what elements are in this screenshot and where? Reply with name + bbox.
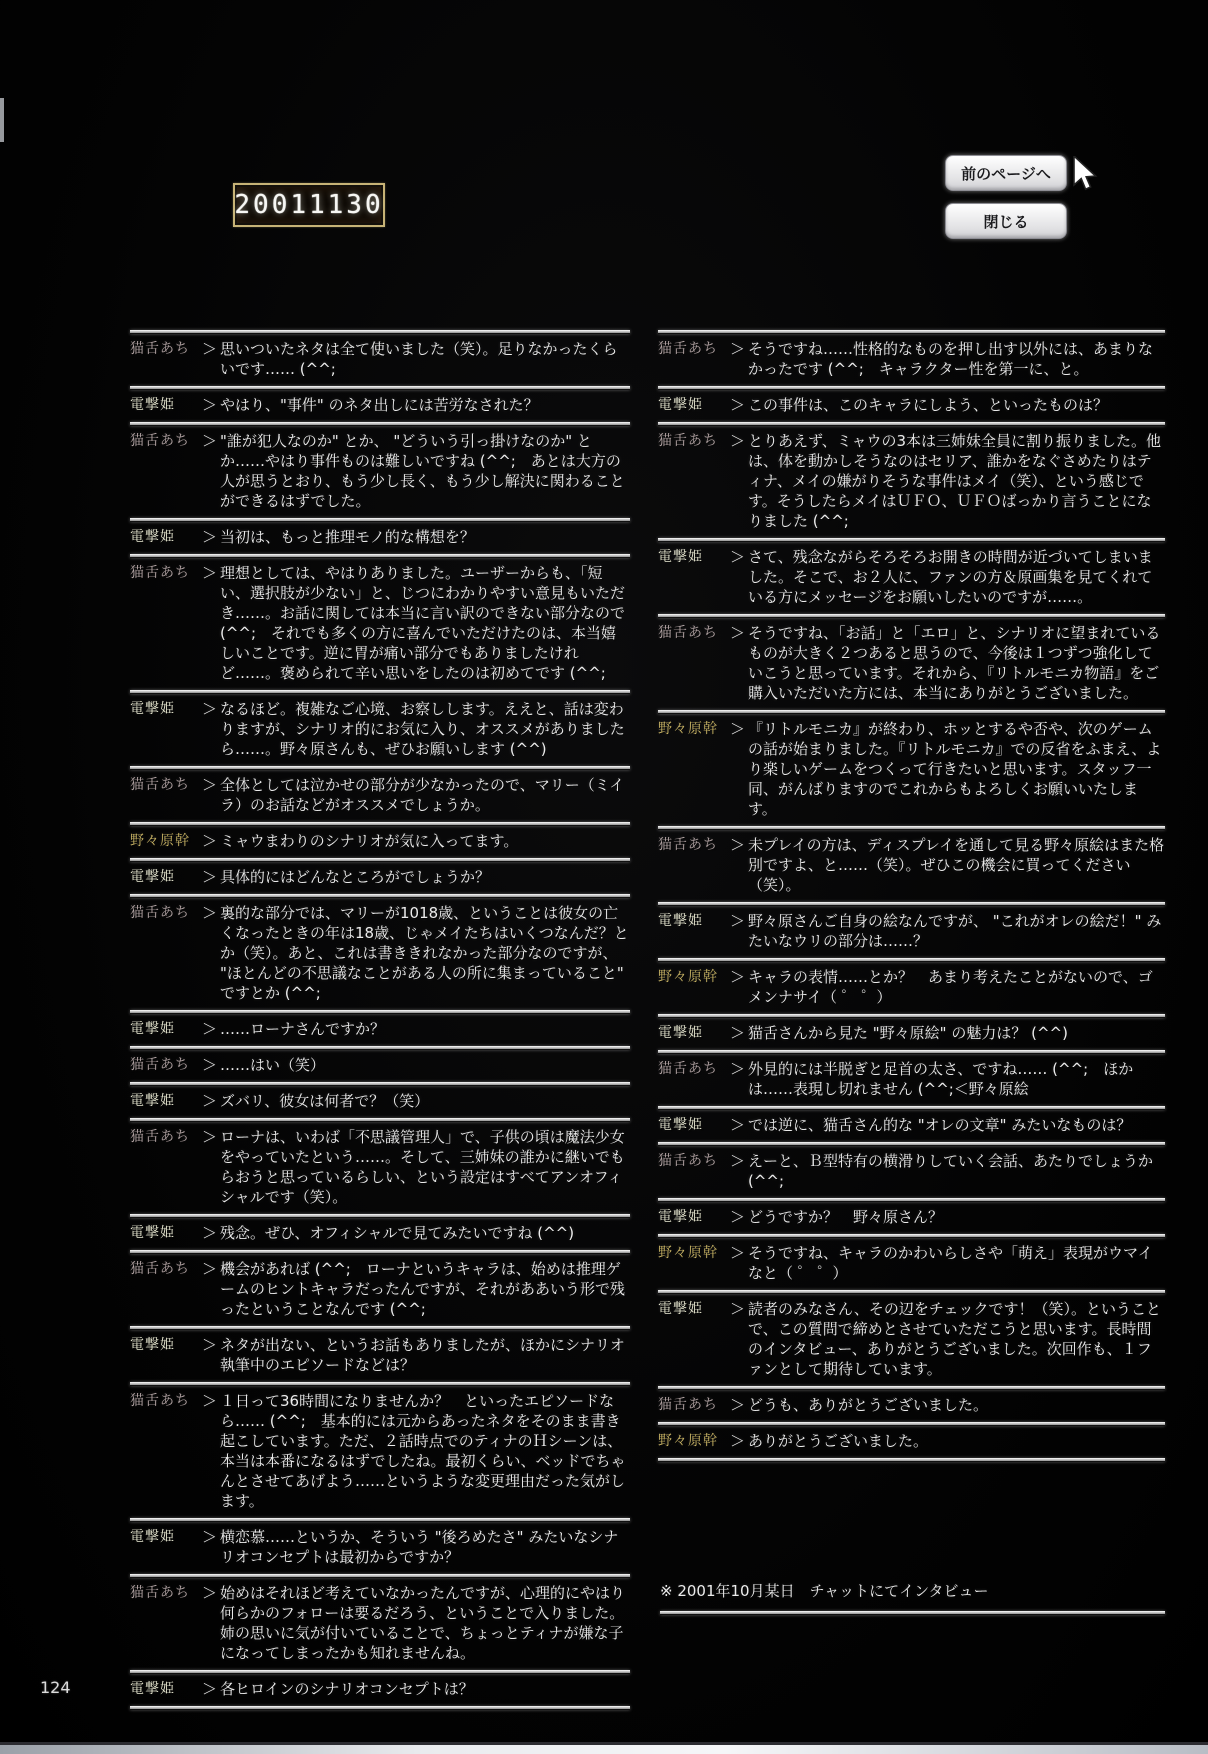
chat-entry (658, 830, 1165, 902)
chat-marker: ＞ (730, 1116, 746, 1134)
speaker-name: 電撃姫 (658, 1025, 703, 1041)
date-stamp-box (233, 183, 385, 227)
speaker-name: 電撃姫 (130, 529, 175, 545)
page-number: 124 (40, 1678, 71, 1697)
speaker-name: 電撃姫 (658, 397, 703, 413)
chat-message-text: 野々原さんご自身の絵なんですが、 "これがオレの絵だ！" みたいなウリの部分は……？ (748, 912, 1162, 950)
chat-message-text: 理想としては、やはりありました。ユーザーからも、「短い、選択肢が少ない」と、じつにわかりやすい意見もいただき……。お話に関しては本当に言い訳のできない部分なので (^^; それでも多くの方に喜んでいただけたのは、本当嬉しいことです。逆に胃が痛い部分でもありましたけれど……。褒められて辛い思いをしたのは初めてです (^^; (220, 564, 626, 682)
chat-marker: ＞ (730, 1024, 746, 1042)
chat-marker: ＞ (202, 1020, 218, 1038)
chat-entry (658, 618, 1165, 710)
chat-entry (130, 1122, 630, 1214)
chat-marker: ＞ (202, 1336, 218, 1354)
speaker-name: 猫舌あち (130, 1261, 190, 1277)
chat-message-text: 未プレイの方は、ディスプレイを通して見る野々原絵はまた格別ですよ、と……（笑）。ぜひこの機会に買ってください（笑）。 (748, 836, 1165, 894)
chat-entry (130, 826, 630, 858)
chat-entry (130, 390, 630, 422)
speaker-name: 野々原幹 (130, 833, 190, 849)
scan-edge-artifact (0, 98, 4, 142)
chat-message-text: ありがとうございました。 (748, 1432, 929, 1450)
column-closing-rule (130, 1706, 630, 1710)
chat-message-text: やはり、"事件" のネタ出しには苦労なされた？ (220, 396, 539, 414)
chat-entry (130, 1014, 630, 1046)
chat-message-text: 具体的にはどんなところがでしょうか？ (220, 868, 491, 886)
chat-message-text: 機会があれば (^^; ローナというキャラは、始めは推理ゲームのヒントキャラだったんですが、それがああいう形で残ったということなんです (^^; (220, 1260, 626, 1318)
chat-entry (130, 558, 630, 690)
chat-message-text: では逆に、猫舌さん的な "オレの文章" みたいなものは？ (748, 1116, 1132, 1134)
chat-marker: ＞ (730, 340, 746, 358)
chat-marker: ＞ (730, 1432, 746, 1450)
chat-entry (130, 1674, 630, 1706)
chat-message-text: ……ローナさんですか？ (220, 1020, 386, 1038)
chat-marker: ＞ (202, 528, 218, 546)
chat-entry (130, 334, 630, 386)
chat-message-text: とりあえず、ミャウの3本は三姉妹全員に割り振りました。他は、体を動かしそうなのはセリア、誰かをなぐさめたりはティナ、メイの嫌がりそうな事件はメイ（笑）、という感じです。そうしたらメイはＵＦＯ、ＵＦＯばっかり言うことになりました (^^; (748, 432, 1162, 530)
speaker-name: 野々原幹 (658, 721, 718, 737)
page-bottom-edge (0, 1742, 1208, 1754)
interview-footnote: ※ 2001年10月某日 チャットにてインタビュー (660, 1582, 989, 1600)
chat-message-text: なるほど。複雑なご心境、お察しします。ええと、話は変わりますが、シナリオ的にお気に入り、オススメがありましたら……。野々原さんも、ぜひお願いします (^^) (220, 700, 625, 758)
chat-marker: ＞ (730, 1300, 746, 1318)
chat-marker: ＞ (202, 1056, 218, 1074)
speaker-name: 猫舌あち (130, 1585, 190, 1601)
speaker-name: 猫舌あち (130, 1129, 190, 1145)
date-stamp: 20011130 (234, 190, 384, 220)
mouse-cursor-icon (1072, 156, 1098, 192)
speaker-name: 電撃姫 (130, 1225, 175, 1241)
chat-message-text: ズバリ、彼女は何者で？（笑） (220, 1092, 430, 1110)
chat-marker: ＞ (202, 904, 218, 922)
chat-message-text: 読者のみなさん、その辺をチェックです！（笑）。ということで、この質問で締めとさせていただこうと思います。長時間のインタビュー、ありがとうございました。次回作も、１ファンとして期待しています。 (748, 1300, 1161, 1378)
chat-entry (658, 1110, 1165, 1142)
chat-message-text: そうですね、キャラのかわいらしさや「萌え」表現がウマイなと（ ゜ ゜） (748, 1244, 1153, 1282)
chat-marker: ＞ (202, 396, 218, 414)
speaker-name: 猫舌あち (130, 905, 190, 921)
chat-message-text: 全体としては泣かせの部分が少なかったので、マリー（ミイラ）のお話などがオススメでしょうか。 (220, 776, 625, 814)
chat-entry (130, 1218, 630, 1250)
chat-entry (658, 1390, 1165, 1422)
chat-message-text: 外見的には半脱ぎと足首の太さ、ですね…… (^^; ほかは……表現し切れません (^^;＜野々原絵 (748, 1060, 1134, 1098)
speaker-name: 電撃姫 (658, 1117, 703, 1133)
chat-message-text: 当初は、もっと推理モノ的な構想を？ (220, 528, 475, 546)
chat-entry (658, 1294, 1165, 1386)
speaker-name: 猫舌あち (658, 433, 718, 449)
speaker-name: 野々原幹 (658, 1433, 718, 1449)
speaker-name: 電撃姫 (130, 1529, 175, 1545)
chat-message-text: 『リトルモニカ』が終わり、ホッとするや否や、次のゲームの話が始まりました。『リトルモニカ』での反省をふまえ、より楽しいゲームをつくって行きたいと思います。スタッフ一同、がんばりますのでこれからもよろしくお願いいたします。 (748, 720, 1162, 818)
speaker-name: 猫舌あち (658, 1397, 718, 1413)
chat-marker: ＞ (202, 1092, 218, 1110)
chat-message-text: 横恋慕……というか、そういう "後ろめたさ" みたいなシナリオコンセプトは最初からですか？ (220, 1528, 619, 1566)
chat-entry (658, 906, 1165, 958)
speaker-name: 猫舌あち (658, 341, 718, 357)
chat-entry (130, 426, 630, 518)
chat-message-text: 思いついたネタは全て使いました（笑）。足りなかったくらいです…… (^^; (220, 340, 618, 378)
chat-marker: ＞ (202, 700, 218, 718)
chat-entry (658, 390, 1165, 422)
chat-message-text: 始めはそれほど考えていなかったんですが、心理的にやはり何らかのフォローは要るだろう、ということで入りました。姉の思いに気が付いていることで、ちょっとティナが嫌な子になってしまったかも知れませんね。 (220, 1584, 626, 1662)
speaker-name: 電撃姫 (130, 1021, 175, 1037)
speaker-name: 電撃姫 (130, 397, 175, 413)
chat-marker: ＞ (730, 836, 746, 854)
speaker-name: 猫舌あち (658, 1061, 718, 1077)
chat-message-text: ローナは、いわば「不思議管理人」で、子供の頃は魔法少女をやっていたという……。そして、三姉妹の誰かに継いでもらおうと思っているらしい、という設定はすべてアンオフィシャルです（笑）。 (220, 1128, 625, 1206)
speaker-name: 電撃姫 (130, 1093, 175, 1109)
speaker-name: 猫舌あち (130, 1393, 190, 1409)
chat-message-text: 裏的な部分では、マリーが1018歳、ということは彼女の亡くなったときの年は18歳、じゃメイたちはいくつなんだ？とか（笑）。あと、これは書ききれなかった部分なのですが、 "ほとんどの不思議なことがある人の所に集まっていること" ですとか (^^; (220, 904, 629, 1002)
chat-entry (658, 334, 1165, 386)
speaker-name: 猫舌あち (658, 837, 718, 853)
chat-marker: ＞ (202, 868, 218, 886)
footnote-rule (660, 1611, 1165, 1615)
chat-entry (658, 426, 1165, 538)
chat-message-text: どうですか？ 野々原さん？ (748, 1208, 944, 1226)
chat-message-text: １日って36時間になりませんか？ といったエピソードなら…… (^^; 基本的には元からあったネタをそのまま書き起こしています。ただ、２話時点でのティナのＨシーンは、本当は本番になるはずでしたね。最初くらい、ベッドでちゃんとさせてあげよう……というような変更理由だった気がします。 (220, 1392, 626, 1510)
chat-entry (658, 1146, 1165, 1198)
chat-message-text: キャラの表情……とか？ あまり考えたことがないので、ゴメンナサイ（ ゜ ゜） (748, 968, 1153, 1006)
chat-message-text: "誰が犯人なのか" とか、 "どういう引っ掛けなのか" とか……やはり事件ものは難しいですね (^^; あとは大方の人が思うとおり、もう少し長く、もう少し解決に関わることができるはずでした。 (220, 432, 625, 510)
chat-message-text: さて、残念ながらそろそろお開きの時間が近づいてしまいました。そこで、お２人に、ファンの方＆原画集を見てくれている方にメッセージをお願いしたいのですが……。 (748, 548, 1153, 606)
speaker-name: 電撃姫 (130, 869, 175, 885)
speaker-name: 猫舌あち (130, 777, 190, 793)
chat-marker: ＞ (730, 432, 746, 450)
chat-marker: ＞ (730, 968, 746, 986)
chat-marker: ＞ (202, 1680, 218, 1698)
speaker-name: 野々原幹 (658, 969, 718, 985)
chat-marker: ＞ (202, 1224, 218, 1242)
speaker-name: 猫舌あち (658, 625, 718, 641)
chat-entry (130, 1386, 630, 1518)
chat-marker: ＞ (202, 340, 218, 358)
speaker-name: 野々原幹 (658, 1245, 718, 1261)
chat-entry (130, 770, 630, 822)
chat-entry (130, 1086, 630, 1118)
chat-entry (658, 1238, 1165, 1290)
chat-marker: ＞ (202, 1392, 218, 1410)
chat-entry (658, 1202, 1165, 1234)
speaker-name: 猫舌あち (130, 1057, 190, 1073)
chat-marker: ＞ (730, 1060, 746, 1078)
chat-marker: ＞ (202, 1260, 218, 1278)
chat-message-text: えーと、Ｂ型特有の横滑りしていく会話、あたりでしょうか (^^; (748, 1152, 1154, 1190)
speaker-name: 電撃姫 (130, 1681, 175, 1697)
column-closing-rule (658, 1458, 1165, 1462)
chat-entry (658, 1426, 1165, 1458)
speaker-name: 猫舌あち (130, 565, 190, 581)
close-button[interactable]: 閉じる (945, 203, 1067, 239)
speaker-name: 電撃姫 (658, 1301, 703, 1317)
chat-entry (130, 1254, 630, 1326)
chat-message-text: 残念。ぜひ、オフィシャルで見てみたいですね (^^) (220, 1224, 575, 1242)
speaker-name: 猫舌あち (130, 341, 190, 357)
chat-marker: ＞ (730, 396, 746, 414)
chat-entry (658, 1054, 1165, 1106)
chat-message-text: どうも、ありがとうございました。 (748, 1396, 989, 1414)
chat-message-text: そうですね……性格的なものを押し出す以外には、あまりなかったです (^^; キャラクター性を第一に、と。 (748, 340, 1154, 378)
chat-marker: ＞ (730, 1396, 746, 1414)
speaker-name: 電撃姫 (658, 549, 703, 565)
chat-entry (130, 862, 630, 894)
prev-page-button[interactable]: 前のページへ (945, 155, 1067, 191)
chat-message-text: ネタが出ない、というお話もありましたが、ほかにシナリオ執筆中のエピソードなどは？ (220, 1336, 625, 1374)
chat-marker: ＞ (202, 832, 218, 850)
chat-marker: ＞ (730, 720, 746, 738)
chat-marker: ＞ (202, 776, 218, 794)
speaker-name: 電撃姫 (658, 913, 703, 929)
chat-entry (130, 898, 630, 1010)
speaker-name: 電撃姫 (658, 1209, 703, 1225)
chat-message-text: 各ヒロインのシナリオコンセプトは？ (220, 1680, 474, 1698)
chat-message-text: 猫舌さんから見た "野々原絵" の魅力は？ (^^) (748, 1024, 1068, 1042)
chat-marker: ＞ (730, 1152, 746, 1170)
chat-entry (130, 1522, 630, 1574)
chat-marker: ＞ (202, 1528, 218, 1546)
chat-marker: ＞ (202, 432, 218, 450)
chat-entry (658, 962, 1165, 1014)
chat-entry (658, 714, 1165, 826)
chat-entry (130, 1050, 630, 1082)
speaker-name: 電撃姫 (130, 1337, 175, 1353)
chat-entry (658, 542, 1165, 614)
speaker-name: 猫舌あち (658, 1153, 718, 1169)
chat-marker: ＞ (730, 1208, 746, 1226)
chat-entry (130, 522, 630, 554)
chat-marker: ＞ (202, 1584, 218, 1602)
chat-column-left (130, 330, 630, 1710)
chat-marker: ＞ (202, 1128, 218, 1146)
speaker-name: 猫舌あち (130, 433, 190, 449)
chat-marker: ＞ (202, 564, 218, 582)
chat-entry (130, 1578, 630, 1670)
chat-entry (130, 694, 630, 766)
chat-message-text: そうですね、「お話」と「エロ」と、シナリオに望まれているものが大きく２つあると思うので、今後は１つずつ強化していこうと思っています。それから、『リトルモニカ物語』をご購入いただいた方には、本当にありがとうございました。 (748, 624, 1161, 702)
chat-marker: ＞ (730, 624, 746, 642)
chat-marker: ＞ (730, 548, 746, 566)
speaker-name: 電撃姫 (130, 701, 175, 717)
chat-entry (658, 1018, 1165, 1050)
chat-marker: ＞ (730, 1244, 746, 1262)
chat-message-text: ミャウまわりのシナリオが気に入ってます。 (220, 832, 519, 850)
chat-message-text: この事件は、このキャラにしよう、といったものは？ (748, 396, 1109, 414)
chat-entry (130, 1330, 630, 1382)
chat-marker: ＞ (730, 912, 746, 930)
chat-column-right (658, 330, 1165, 1462)
chat-message-text: ……はい（笑） (220, 1056, 326, 1074)
